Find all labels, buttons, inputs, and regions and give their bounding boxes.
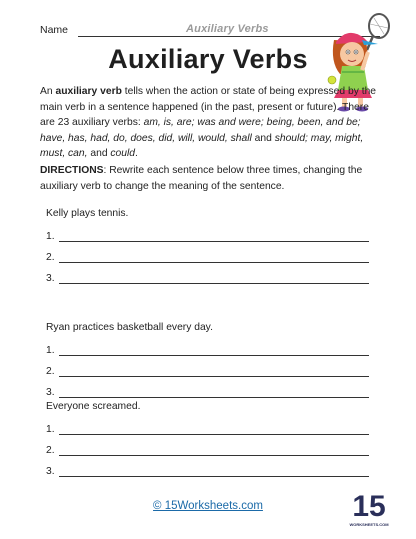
answer-number: 1. [46,231,55,242]
name-label: Name [40,24,69,36]
intro-verb-list-3: could [110,148,136,159]
answer-row [46,271,376,292]
intro-verb-list-1: am, is, are; was and were; being, been, and be; have, has, had, do, does, did, will, would, shall [40,117,361,144]
header-subtitle: Auxiliary Verbs [186,23,269,35]
answer-number: 2. [46,445,55,456]
answer-row [46,229,376,250]
answer-line[interactable] [59,455,369,456]
exercise-3 [46,401,376,485]
worksheets-logo [349,484,389,530]
answer-line[interactable] [59,397,369,398]
answer-row [46,464,376,485]
logo-number: 15 [352,490,386,523]
directions-paragraph [40,163,378,194]
answer-number: 1. [46,424,55,435]
answer-row [46,422,376,443]
answer-number: 3. [46,387,55,398]
intro-text-middle: tells when the action or state of being expressed by the main verb in a sentence happened (in the past, present or future). There are 23 auxiliary verbs: [40,86,377,128]
copyright-link[interactable]: © 15Worksheets.com [153,500,263,512]
answer-line[interactable] [59,476,369,477]
exercise-sentence: Ryan practices basketball every day. [46,322,213,333]
intro-verb-list-2: should; may, might, must, can, [40,132,364,159]
answer-line[interactable] [59,262,369,263]
intro-paragraph [40,84,378,162]
directions-text: : Rewrite each sentence below three times, changing the auxiliary verb to change the meaning of the sentence. [40,165,363,192]
directions-label: DIRECTIONS [40,165,104,176]
logo-text: WORKSHEETS.COM [349,522,389,527]
answer-line[interactable] [59,376,369,377]
answer-number: 2. [46,366,55,377]
intro-term: auxiliary verb [55,86,122,97]
intro-and-2: and [87,148,111,159]
answer-line[interactable] [59,283,369,284]
exercise-1 [46,208,376,292]
answer-line[interactable] [59,355,369,356]
intro-and-1: and [251,132,275,144]
answer-row [46,250,376,271]
exercise-sentence: Kelly plays tennis. [46,208,129,219]
answer-number: 2. [46,252,55,263]
answer-line[interactable] [59,434,369,435]
answer-line[interactable] [59,241,369,242]
exercise-2 [46,322,376,406]
intro-end: . [135,148,138,159]
answer-number: 3. [46,273,55,284]
answer-number: 1. [46,345,55,356]
answer-number: 3. [46,466,55,477]
answer-row [46,343,376,364]
exercise-sentence: Everyone screamed. [46,401,141,412]
answer-row [46,364,376,385]
intro-text-start: An [40,86,56,97]
page-title: Auxiliary Verbs [108,44,308,74]
answer-row [46,443,376,464]
